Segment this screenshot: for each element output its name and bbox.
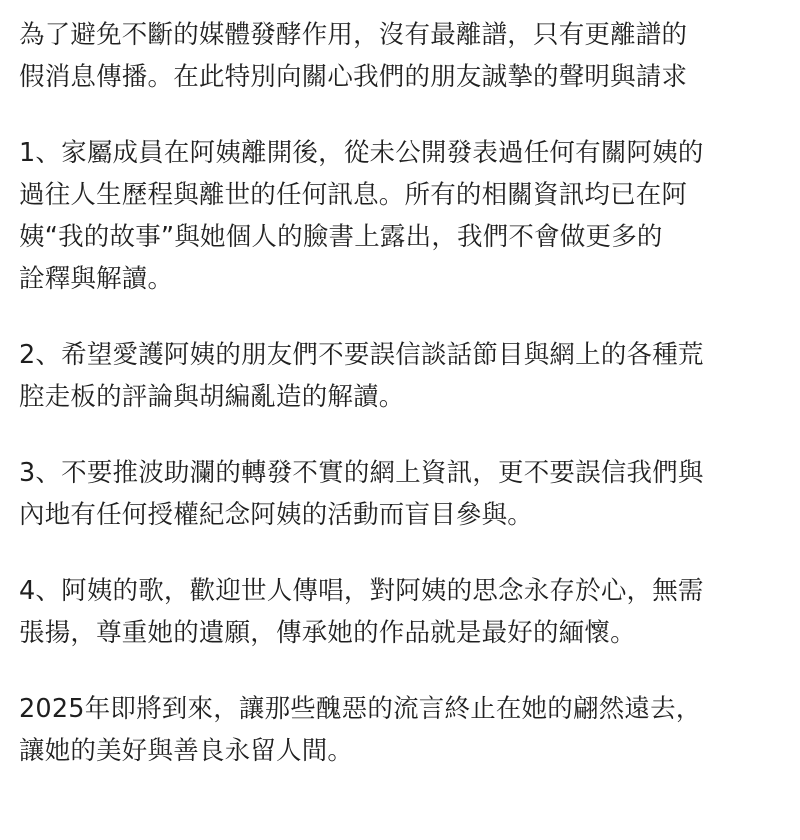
text-line: 內地有任何授權紀念阿姨的活動而盲目參與。	[19, 500, 534, 530]
text-line: 為了避免不斷的媒體發酵作用，沒有最離譜，只有更離譜的	[19, 20, 688, 50]
text-line: 腔走板的評論與胡編亂造的解讀。	[19, 382, 405, 412]
item-3-paragraph	[19, 452, 780, 536]
text-line: 過往人生歷程與離世的任何訊息。所有的相關資訊均已在阿	[19, 180, 688, 210]
text-line: 3、不要推波助瀾的轉發不實的網上資訊，更不要誤信我們與	[19, 458, 704, 488]
text-line: 詮釋與解讀。	[19, 264, 174, 294]
text-line: 2025年即將到來，讓那些醜惡的流言終止在她的翩然遠去，	[19, 694, 702, 724]
text-line: 2、希望愛護阿姨的朋友們不要誤信談話節目與網上的各種荒	[19, 340, 704, 370]
text-line: 4、阿姨的歌，歡迎世人傳唱，對阿姨的思念永存於心，無需	[19, 576, 704, 606]
item-1-paragraph	[19, 132, 780, 300]
item-4-paragraph	[19, 570, 780, 654]
text-line: 張揚，尊重她的遺願，傳承她的作品就是最好的緬懷。	[19, 618, 636, 648]
text-line: 假消息傳播。在此特別向關心我們的朋友誠摯的聲明與請求	[19, 62, 688, 92]
text-line: 讓她的美好與善良永留人間。	[19, 736, 354, 766]
text-line: 1、家屬成員在阿姨離開後，從未公開發表過任何有關阿姨的	[19, 138, 704, 168]
text-line: 姨“我的故事”與她個人的臉書上露出，我們不會做更多的	[19, 222, 663, 252]
intro-paragraph	[19, 14, 780, 98]
item-2-paragraph	[19, 334, 780, 418]
closing-paragraph	[19, 688, 780, 772]
